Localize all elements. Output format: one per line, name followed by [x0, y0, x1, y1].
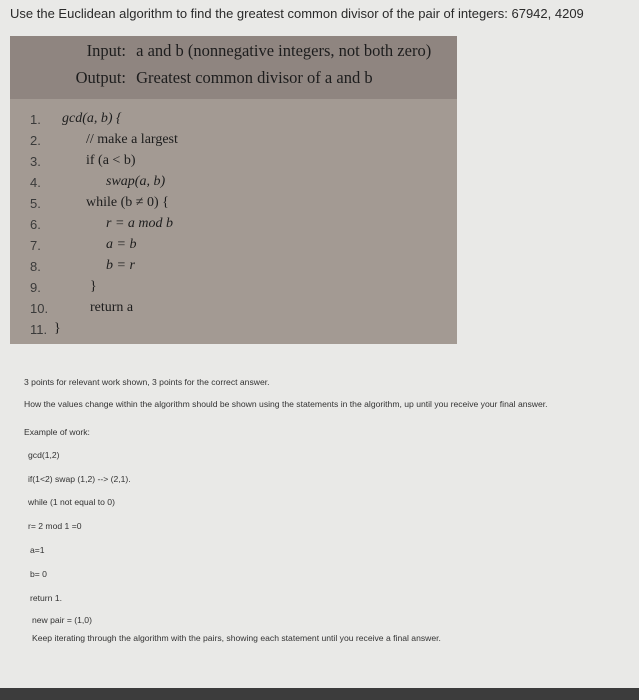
- line-number: 10.: [30, 301, 49, 316]
- line-number: 1.: [30, 112, 41, 127]
- line-number: 2.: [30, 133, 41, 148]
- line-number: 9.: [30, 280, 41, 295]
- algorithm-image: [10, 36, 457, 344]
- question-text: Use the Euclidean algorithm to find the greatest common divisor of the pair of integers: 67942, 4209: [10, 6, 584, 21]
- example-line: new pair = (1,0): [32, 615, 92, 625]
- input-label: Input:: [86, 41, 126, 60]
- code-line: }: [54, 321, 61, 336]
- code-line: a = b: [106, 237, 137, 252]
- output-label: Output:: [75, 68, 126, 87]
- example-line: gcd(1,2): [28, 450, 60, 460]
- code-line: // make a largest: [86, 132, 178, 147]
- line-number: 11.: [30, 322, 48, 337]
- line-number: 4.: [30, 175, 41, 190]
- instructions-text: How the values change within the algorithm should be shown using the statements in the algorithm, up until you receive your final answer.: [24, 399, 548, 409]
- example-line: if(1<2) swap (1,2) --> (2,1).: [28, 474, 131, 484]
- code-line: gcd(a, b) {: [62, 111, 122, 126]
- input-description: a and b (nonnegative integers, not both zero): [136, 41, 432, 60]
- example-line: r= 2 mod 1 =0: [28, 521, 82, 531]
- code-line: }: [90, 279, 97, 294]
- example-line: b= 0: [30, 569, 47, 579]
- code-line: swap(a, b): [106, 174, 166, 189]
- code-line: b = r: [106, 258, 135, 273]
- code-line: return a: [90, 300, 134, 315]
- input-row: [66, 41, 431, 61]
- bottom-edge: [0, 688, 639, 700]
- code-line: while (b ≠ 0) {: [86, 195, 169, 210]
- example-heading: Example of work:: [24, 427, 90, 437]
- example-line: return 1.: [30, 593, 63, 603]
- points-note: 3 points for relevant work shown, 3 points for the correct answer.: [24, 377, 270, 387]
- example-line: a=1: [30, 545, 45, 555]
- example-line: while (1 not equal to 0): [28, 497, 115, 507]
- line-number: 6.: [30, 217, 41, 232]
- line-number: 5.: [30, 196, 41, 211]
- line-number: 8.: [30, 259, 41, 274]
- code-line: if (a < b): [86, 153, 136, 168]
- output-row: [50, 68, 373, 88]
- line-number: 7.: [30, 238, 41, 253]
- line-number: 3.: [30, 154, 41, 169]
- example-line: Keep iterating through the algorithm with the pairs, showing each statement until you receive a final answer.: [32, 633, 441, 643]
- code-line: r = a mod b: [106, 216, 174, 231]
- output-description: Greatest common divisor of a and b: [136, 68, 373, 87]
